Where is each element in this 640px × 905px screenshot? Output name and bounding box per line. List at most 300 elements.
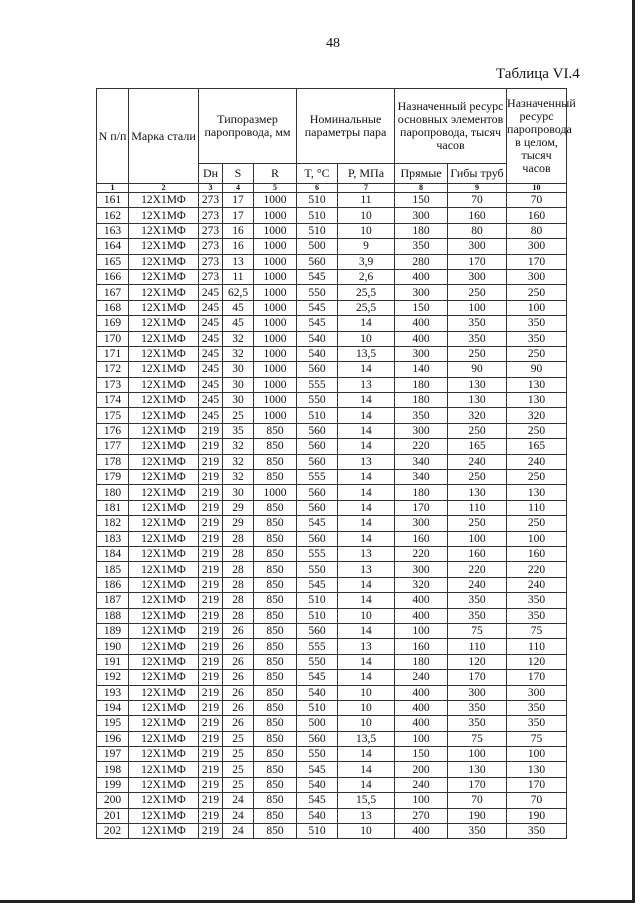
wall-thickness: 25	[223, 762, 254, 777]
wall-thickness: 26	[223, 670, 254, 685]
table-row	[97, 470, 567, 485]
temperature: 550	[297, 393, 338, 408]
temperature: 540	[297, 777, 338, 792]
resource-total: 250	[507, 285, 567, 300]
table-row	[97, 485, 567, 500]
outer-diameter: 219	[199, 808, 223, 823]
pressure: 14	[338, 654, 395, 669]
outer-diameter: 219	[199, 516, 223, 531]
temperature: 540	[297, 808, 338, 823]
temperature: 560	[297, 454, 338, 469]
steel-grade: 12Х1МФ	[129, 408, 199, 423]
row-number: 183	[97, 531, 129, 546]
resource-total: 350	[507, 716, 567, 731]
resource-bends: 250	[448, 516, 507, 531]
pressure: 14	[338, 393, 395, 408]
temperature: 555	[297, 470, 338, 485]
pressure: 14	[338, 762, 395, 777]
outer-diameter: 219	[199, 762, 223, 777]
resource-total: 90	[507, 362, 567, 377]
wall-thickness: 26	[223, 639, 254, 654]
outer-diameter: 219	[199, 824, 223, 839]
pressure: 14	[338, 593, 395, 608]
table-row	[97, 454, 567, 469]
temperature: 555	[297, 546, 338, 561]
row-number: 176	[97, 423, 129, 438]
bend-radius: 1000	[254, 300, 297, 315]
steel-grade: 12Х1МФ	[129, 239, 199, 254]
resource-bends: 250	[448, 346, 507, 361]
row-number: 173	[97, 377, 129, 392]
resource-total: 70	[507, 793, 567, 808]
row-number: 181	[97, 500, 129, 515]
resource-bends: 70	[448, 193, 507, 208]
wall-thickness: 24	[223, 808, 254, 823]
resource-straight: 150	[395, 193, 448, 208]
column-number: 1	[97, 184, 129, 193]
temperature: 540	[297, 685, 338, 700]
column-number: 9	[448, 184, 507, 193]
temperature: 545	[297, 300, 338, 315]
steel-grade: 12Х1МФ	[129, 454, 199, 469]
row-number: 196	[97, 731, 129, 746]
pressure: 10	[338, 716, 395, 731]
resource-bends: 170	[448, 777, 507, 792]
resource-bends: 100	[448, 747, 507, 762]
bend-radius: 850	[254, 654, 297, 669]
pressure: 10	[338, 608, 395, 623]
temperature: 540	[297, 331, 338, 346]
steel-grade: 12Х1МФ	[129, 377, 199, 392]
bend-radius: 850	[254, 516, 297, 531]
temperature: 545	[297, 269, 338, 284]
resource-bends: 110	[448, 639, 507, 654]
resource-bends: 110	[448, 500, 507, 515]
resource-straight: 400	[395, 716, 448, 731]
resource-straight: 340	[395, 470, 448, 485]
bend-radius: 850	[254, 500, 297, 515]
pressure: 10	[338, 223, 395, 238]
wall-thickness: 11	[223, 269, 254, 284]
wall-thickness: 35	[223, 423, 254, 438]
bend-radius: 1000	[254, 316, 297, 331]
table-row	[97, 793, 567, 808]
resource-total: 300	[507, 269, 567, 284]
pressure: 2,6	[338, 269, 395, 284]
row-number: 190	[97, 639, 129, 654]
pressure: 3,9	[338, 254, 395, 269]
row-number: 184	[97, 546, 129, 561]
resource-bends: 250	[448, 285, 507, 300]
wall-thickness: 24	[223, 824, 254, 839]
temperature: 540	[297, 346, 338, 361]
wall-thickness: 16	[223, 223, 254, 238]
temperature: 500	[297, 716, 338, 731]
steel-grade: 12Х1МФ	[129, 685, 199, 700]
resource-bends: 350	[448, 316, 507, 331]
pressure: 13	[338, 808, 395, 823]
table-row	[97, 208, 567, 223]
resource-straight: 350	[395, 408, 448, 423]
pressure: 10	[338, 824, 395, 839]
table-row	[97, 762, 567, 777]
table-row	[97, 223, 567, 238]
table-row	[97, 808, 567, 823]
temperature: 560	[297, 423, 338, 438]
table-row	[97, 285, 567, 300]
pressure: 14	[338, 408, 395, 423]
row-number: 182	[97, 516, 129, 531]
outer-diameter: 219	[199, 700, 223, 715]
resource-total: 170	[507, 670, 567, 685]
resource-bends: 300	[448, 269, 507, 284]
table-row	[97, 239, 567, 254]
outer-diameter: 219	[199, 747, 223, 762]
wall-thickness: 26	[223, 654, 254, 669]
row-number: 164	[97, 239, 129, 254]
outer-diameter: 245	[199, 285, 223, 300]
row-number: 198	[97, 762, 129, 777]
steel-grade: 12Х1МФ	[129, 654, 199, 669]
pressure: 14	[338, 777, 395, 792]
temperature: 510	[297, 608, 338, 623]
column-number: 10	[507, 184, 567, 193]
outer-diameter: 219	[199, 577, 223, 592]
steel-grade: 12Х1МФ	[129, 223, 199, 238]
pressure: 14	[338, 623, 395, 638]
resource-bends: 130	[448, 393, 507, 408]
steel-grade: 12Х1МФ	[129, 500, 199, 515]
temperature: 560	[297, 485, 338, 500]
wall-thickness: 26	[223, 716, 254, 731]
resource-total: 350	[507, 331, 567, 346]
outer-diameter: 219	[199, 623, 223, 638]
wall-thickness: 32	[223, 346, 254, 361]
pressure: 14	[338, 670, 395, 685]
pressure: 14	[338, 362, 395, 377]
steel-grade: 12Х1МФ	[129, 731, 199, 746]
resource-straight: 400	[395, 824, 448, 839]
pressure: 13	[338, 454, 395, 469]
resource-bends: 320	[448, 408, 507, 423]
row-number: 162	[97, 208, 129, 223]
resource-bends: 165	[448, 439, 507, 454]
header-t: T, °C	[297, 164, 338, 184]
resource-bends: 350	[448, 593, 507, 608]
table-row	[97, 777, 567, 792]
table-row	[97, 623, 567, 638]
outer-diameter: 219	[199, 485, 223, 500]
bend-radius: 850	[254, 423, 297, 438]
steel-grade: 12Х1МФ	[129, 577, 199, 592]
resource-bends: 160	[448, 546, 507, 561]
table-row	[97, 516, 567, 531]
temperature: 510	[297, 593, 338, 608]
resource-straight: 160	[395, 531, 448, 546]
table-caption: Таблица VI.4	[496, 66, 580, 82]
column-number: 7	[338, 184, 395, 193]
resource-straight: 270	[395, 808, 448, 823]
steel-grade: 12Х1МФ	[129, 593, 199, 608]
pressure: 10	[338, 700, 395, 715]
row-number: 201	[97, 808, 129, 823]
outer-diameter: 245	[199, 362, 223, 377]
temperature: 560	[297, 500, 338, 515]
resource-total: 70	[507, 193, 567, 208]
temperature: 510	[297, 193, 338, 208]
outer-diameter: 219	[199, 593, 223, 608]
pressure: 14	[338, 423, 395, 438]
steel-grade: 12Х1МФ	[129, 470, 199, 485]
temperature: 545	[297, 316, 338, 331]
outer-diameter: 273	[199, 223, 223, 238]
resource-straight: 280	[395, 254, 448, 269]
bend-radius: 850	[254, 639, 297, 654]
wall-thickness: 28	[223, 546, 254, 561]
resource-straight: 400	[395, 685, 448, 700]
pressure: 10	[338, 331, 395, 346]
temperature: 550	[297, 747, 338, 762]
wall-thickness: 25	[223, 408, 254, 423]
wall-thickness: 45	[223, 300, 254, 315]
resource-bends: 220	[448, 562, 507, 577]
temperature: 510	[297, 700, 338, 715]
bend-radius: 850	[254, 623, 297, 638]
temperature: 545	[297, 516, 338, 531]
resource-straight: 400	[395, 593, 448, 608]
wall-thickness: 25	[223, 731, 254, 746]
resource-straight: 300	[395, 516, 448, 531]
row-number: 187	[97, 593, 129, 608]
resource-total: 100	[507, 531, 567, 546]
bend-radius: 850	[254, 577, 297, 592]
wall-thickness: 62,5	[223, 285, 254, 300]
table-row	[97, 331, 567, 346]
resource-straight: 180	[395, 377, 448, 392]
wall-thickness: 28	[223, 531, 254, 546]
row-number: 194	[97, 700, 129, 715]
wall-thickness: 17	[223, 193, 254, 208]
temperature: 560	[297, 623, 338, 638]
row-number: 177	[97, 439, 129, 454]
resource-total: 250	[507, 346, 567, 361]
outer-diameter: 219	[199, 639, 223, 654]
resource-total: 130	[507, 762, 567, 777]
temperature: 550	[297, 285, 338, 300]
pressure: 14	[338, 531, 395, 546]
temperature: 555	[297, 639, 338, 654]
resource-straight: 300	[395, 346, 448, 361]
row-number: 200	[97, 793, 129, 808]
row-number: 171	[97, 346, 129, 361]
outer-diameter: 273	[199, 269, 223, 284]
resource-bends: 350	[448, 700, 507, 715]
table-row	[97, 377, 567, 392]
resource-straight: 150	[395, 747, 448, 762]
table-row	[97, 500, 567, 515]
pressure: 14	[338, 577, 395, 592]
resource-total: 165	[507, 439, 567, 454]
resource-total: 250	[507, 470, 567, 485]
row-number: 185	[97, 562, 129, 577]
table-row	[97, 685, 567, 700]
resource-bends: 350	[448, 608, 507, 623]
bend-radius: 850	[254, 824, 297, 839]
resource-total: 160	[507, 208, 567, 223]
row-number: 174	[97, 393, 129, 408]
wall-thickness: 32	[223, 331, 254, 346]
resource-straight: 350	[395, 239, 448, 254]
row-number: 199	[97, 777, 129, 792]
wall-thickness: 30	[223, 362, 254, 377]
resource-bends: 70	[448, 793, 507, 808]
bend-radius: 1000	[254, 223, 297, 238]
resource-bends: 130	[448, 377, 507, 392]
pressure: 13	[338, 546, 395, 561]
table-row	[97, 269, 567, 284]
outer-diameter: 219	[199, 439, 223, 454]
resource-bends: 190	[448, 808, 507, 823]
resource-straight: 220	[395, 546, 448, 561]
resource-straight: 400	[395, 316, 448, 331]
resource-total: 250	[507, 423, 567, 438]
table-row	[97, 608, 567, 623]
temperature: 510	[297, 824, 338, 839]
row-number: 188	[97, 608, 129, 623]
bend-radius: 850	[254, 593, 297, 608]
resource-straight: 400	[395, 608, 448, 623]
table-row	[97, 439, 567, 454]
wall-thickness: 30	[223, 377, 254, 392]
steel-grade: 12Х1МФ	[129, 362, 199, 377]
resource-total: 160	[507, 546, 567, 561]
resource-total: 190	[507, 808, 567, 823]
row-number: 197	[97, 747, 129, 762]
resource-bends: 100	[448, 531, 507, 546]
pressure: 14	[338, 500, 395, 515]
pressure: 13	[338, 377, 395, 392]
resource-straight: 100	[395, 623, 448, 638]
resource-straight: 400	[395, 700, 448, 715]
pressure: 13,5	[338, 731, 395, 746]
header-s: S	[223, 164, 254, 184]
outer-diameter: 273	[199, 239, 223, 254]
bend-radius: 1000	[254, 285, 297, 300]
table-row	[97, 731, 567, 746]
bend-radius: 850	[254, 608, 297, 623]
row-number: 165	[97, 254, 129, 269]
column-number: 5	[254, 184, 297, 193]
row-number: 193	[97, 685, 129, 700]
bend-radius: 850	[254, 731, 297, 746]
resource-total: 240	[507, 454, 567, 469]
steel-grade: 12Х1МФ	[129, 670, 199, 685]
table-row	[97, 700, 567, 715]
steel-grade: 12Х1МФ	[129, 423, 199, 438]
resource-bends: 80	[448, 223, 507, 238]
resource-straight: 240	[395, 670, 448, 685]
outer-diameter: 219	[199, 470, 223, 485]
scan-edge-right	[632, 0, 635, 903]
pressure: 11	[338, 193, 395, 208]
resource-bends: 170	[448, 254, 507, 269]
outer-diameter: 245	[199, 300, 223, 315]
table-row	[97, 593, 567, 608]
steel-grade: 12Х1МФ	[129, 716, 199, 731]
header-steel: Марка стали	[129, 89, 199, 184]
steel-grade: 12Х1МФ	[129, 623, 199, 638]
wall-thickness: 16	[223, 239, 254, 254]
wall-thickness: 32	[223, 439, 254, 454]
outer-diameter: 219	[199, 685, 223, 700]
resource-total: 250	[507, 516, 567, 531]
outer-diameter: 219	[199, 500, 223, 515]
pressure: 25,5	[338, 300, 395, 315]
row-number: 168	[97, 300, 129, 315]
steel-grade: 12Х1МФ	[129, 331, 199, 346]
steel-grade: 12Х1МФ	[129, 562, 199, 577]
steel-grade: 12Х1МФ	[129, 439, 199, 454]
outer-diameter: 219	[199, 716, 223, 731]
row-number: 175	[97, 408, 129, 423]
pressure: 25,5	[338, 285, 395, 300]
outer-diameter: 219	[199, 531, 223, 546]
table-row	[97, 531, 567, 546]
resource-total: 75	[507, 731, 567, 746]
table-body	[97, 193, 567, 839]
resource-total: 120	[507, 654, 567, 669]
resource-bends: 170	[448, 670, 507, 685]
table-row	[97, 408, 567, 423]
temperature: 560	[297, 439, 338, 454]
resource-bends: 350	[448, 716, 507, 731]
header-r: R	[254, 164, 297, 184]
temperature: 510	[297, 208, 338, 223]
pressure: 10	[338, 685, 395, 700]
outer-diameter: 219	[199, 546, 223, 561]
resource-straight: 220	[395, 439, 448, 454]
outer-diameter: 245	[199, 331, 223, 346]
column-numbers-row	[97, 184, 567, 193]
wall-thickness: 17	[223, 208, 254, 223]
wall-thickness: 29	[223, 516, 254, 531]
resource-straight: 140	[395, 362, 448, 377]
pressure: 14	[338, 470, 395, 485]
resource-total: 100	[507, 747, 567, 762]
wall-thickness: 30	[223, 485, 254, 500]
steel-grade: 12Х1МФ	[129, 747, 199, 762]
steel-grade: 12Х1МФ	[129, 393, 199, 408]
pressure: 14	[338, 747, 395, 762]
steel-grade: 12Х1МФ	[129, 300, 199, 315]
wall-thickness: 28	[223, 562, 254, 577]
resource-straight: 400	[395, 269, 448, 284]
resource-total: 350	[507, 824, 567, 839]
resource-total: 220	[507, 562, 567, 577]
resource-total: 130	[507, 377, 567, 392]
temperature: 510	[297, 223, 338, 238]
pressure: 9	[338, 239, 395, 254]
resource-bends: 100	[448, 300, 507, 315]
header-straight: Прямые	[395, 164, 448, 184]
bend-radius: 850	[254, 700, 297, 715]
steel-grade: 12Х1МФ	[129, 316, 199, 331]
steel-grade: 12Х1МФ	[129, 808, 199, 823]
bend-radius: 1000	[254, 254, 297, 269]
bend-radius: 850	[254, 747, 297, 762]
wall-thickness: 29	[223, 500, 254, 515]
wall-thickness: 28	[223, 593, 254, 608]
